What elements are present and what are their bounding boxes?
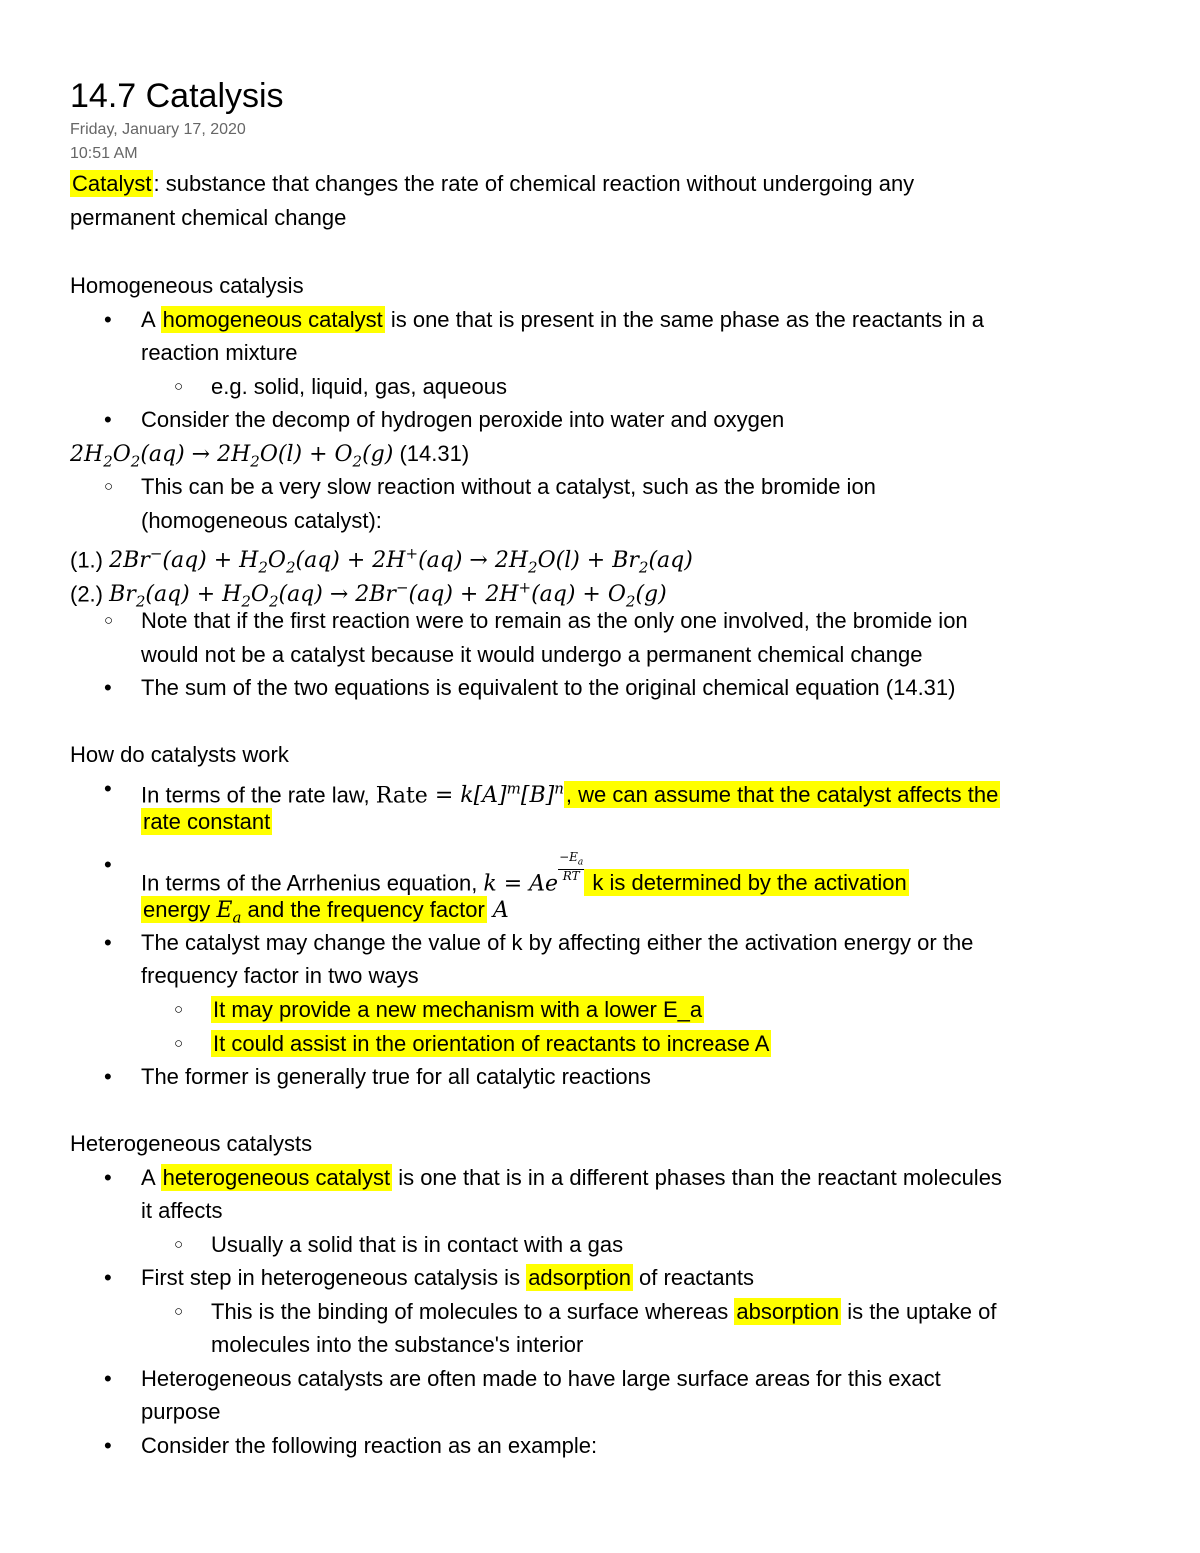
- hetero-bullet-1: • A heterogeneous catalyst is one that is in a different phases than the reactant molecules: [141, 1164, 1002, 1192]
- how-heading: How do catalysts work: [70, 742, 289, 767]
- note-bromide: ○ Note that if the first reaction were to remain as the only one involved, the bromide ion: [141, 607, 968, 635]
- homog-bullet-1: • A homogeneous catalyst is one that is present in the same phase as the reactants in a: [141, 306, 984, 334]
- highlight-heterogeneous-catalyst: heterogeneous catalyst: [162, 1165, 391, 1190]
- how-bullet-arrhenius-cont: energy $E_a$ and the frequency factor A: [143, 897, 509, 927]
- sum-bullet: • The sum of the two equations is equivalent to the original chemical equation (14.31): [141, 674, 955, 702]
- how-sub-bullet-orientation: ○ It could assist in the orientation of reactants to increase A: [211, 1030, 771, 1058]
- homogeneous-heading: Homogeneous catalysis: [70, 273, 304, 298]
- homog-bullet-1-cont: reaction mixture: [141, 340, 298, 365]
- homog-sub-bullet-phases: ○ e.g. solid, liquid, gas, aqueous: [211, 373, 507, 401]
- hetero-bullet-adsorption: • First step in heterogeneous catalysis is adsorption of reactants: [141, 1264, 754, 1292]
- mechanism-step-2: (2.) $Br_2(aq) + H_2O_2(aq) \to 2Br^-(aq) + 2H^+(aq) + O_2(g)$: [70, 579, 667, 611]
- catalyst-definition-cont: permanent chemical change: [70, 205, 347, 230]
- hetero-bullet-surface: • Heterogeneous catalysts are often made to have large surface areas for this exact: [141, 1365, 941, 1393]
- mechanism-step-1: (1.) $2Br^-(aq) + H_2O_2(aq) + 2H^+(aq) \to 2H_2O(l) + Br_2(aq)$: [70, 545, 693, 577]
- highlight-rate-constant: , we can assume that the catalyst affects the: [565, 782, 999, 808]
- homog-sub-bullet-slow: ○ This can be a very slow reaction without a catalyst, such as the bromide ion: [141, 473, 876, 501]
- hetero-bullet-1-cont: it affects: [141, 1198, 223, 1223]
- hetero-bullet-example: • Consider the following reaction as an example:: [141, 1432, 597, 1460]
- heterogeneous-heading: Heterogeneous catalysts: [70, 1131, 313, 1156]
- highlight-activation: k is determined by the activation: [586, 870, 907, 896]
- highlight-absorption: absorption: [736, 1299, 840, 1324]
- highlight-catalyst: Catalyst: [72, 171, 152, 196]
- highlight-homogeneous-catalyst: homogeneous catalyst: [162, 307, 383, 332]
- how-bullet-change-k: • The catalyst may change the value of k by affecting either the activation energy or the: [141, 929, 973, 957]
- how-bullet-arrhenius: • In terms of the Arrhenius equation, k = Ae $\frac{-E_a}{RT}$ k is determined by the activation: [141, 851, 909, 898]
- note-date: Friday, January 17, 2020: [70, 121, 246, 138]
- catalyst-definition: Catalyst: substance that changes the rate of chemical reaction without undergoing any: [72, 171, 915, 196]
- note-time: 10:51 AM: [70, 145, 138, 162]
- how-bullet-former: • The former is generally true for all catalytic reactions: [141, 1063, 651, 1091]
- hetero-sub-bullet-solid: ○ Usually a solid that is in contact with a gas: [211, 1231, 623, 1259]
- homog-sub-bullet-slow-cont: (homogeneous catalyst):: [141, 508, 382, 533]
- how-sub-bullet-mechanism: ○ It may provide a new mechanism with a lower E_a: [211, 996, 704, 1024]
- note-bromide-cont: would not be a catalyst because it would undergo a permanent chemical change: [141, 642, 923, 667]
- how-bullet-rate-law: • In terms of the rate law, Rate = $k[A]^m[B]^n$, we can assume that the catalyst affects the: [141, 775, 1000, 810]
- how-bullet-rate-law-cont: rate constant: [143, 809, 271, 834]
- hetero-sub-bullet-binding-cont: molecules into the substance's interior: [211, 1332, 584, 1357]
- hetero-bullet-surface-cont: purpose: [141, 1399, 221, 1424]
- how-bullet-change-k-cont: frequency factor in two ways: [141, 963, 419, 988]
- homog-bullet-2: • Consider the decomp of hydrogen peroxide into water and oxygen: [141, 406, 784, 434]
- hetero-sub-bullet-binding: ○ This is the binding of molecules to a surface whereas absorption is the uptake of: [211, 1298, 996, 1326]
- page-title: 14.7 Catalysis: [70, 77, 284, 115]
- highlight-adsorption: adsorption: [528, 1265, 631, 1290]
- equation-14-31: $2H_2O_2(aq) \to 2H_2O(l) + O_2(g)$ (14.31): [70, 441, 470, 471]
